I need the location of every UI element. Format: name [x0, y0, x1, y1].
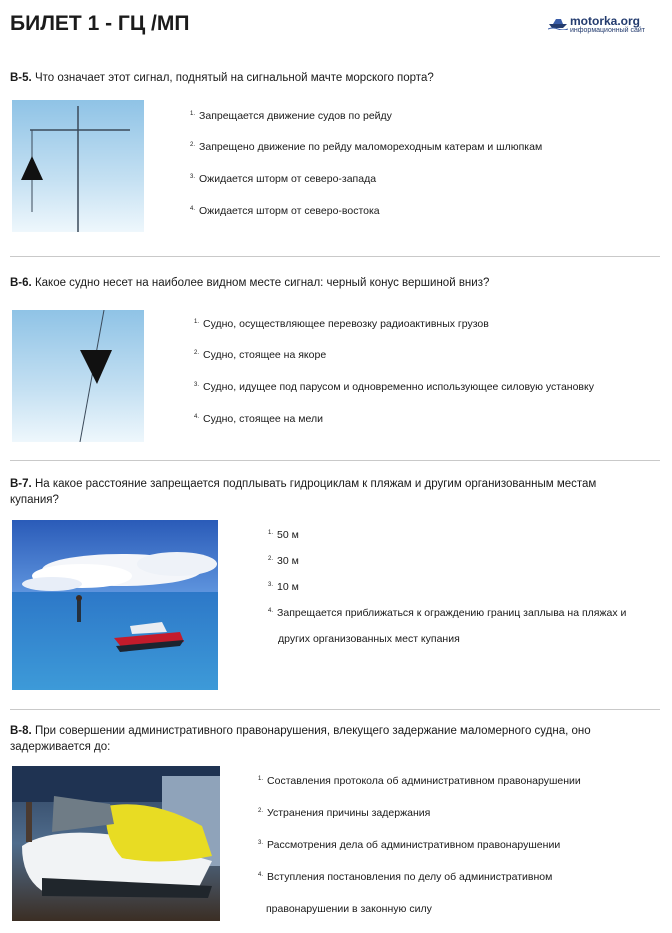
cone-point-down-icon [12, 310, 144, 442]
question-8 [10, 723, 640, 755]
answer-option-2[interactable]: $^{2.}$ Запрещено движение по рейду маломореходным катерам и шлюпкам [190, 141, 543, 153]
page-title: БИЛЕТ 1 - ГЦ /МП [10, 12, 190, 35]
answer-option-3[interactable]: $^{3.}$ 10 м [268, 581, 299, 593]
question-number: В-7. [10, 478, 32, 490]
answer-option-1[interactable]: $^{1.}$ Судно, осуществляющее перевозку радиоактивных грузов [194, 318, 489, 330]
question-text: Что означает этот сигнал, поднятый на сигнальной мачте морского порта? [34, 72, 434, 84]
yellow-jetski-photo [12, 766, 220, 921]
answer-option-1[interactable]: $^{1.}$ Запрещается движение судов по рейду [190, 110, 392, 122]
logo-brand: motorka.org [570, 14, 641, 28]
answer-option-4-cont[interactable]: других организованных мест купания [278, 633, 460, 645]
answer-option-4[interactable]: $^{4.}$ Ожидается шторм от северо-востока [190, 205, 380, 217]
signal-mast-triangle-up-icon [12, 100, 144, 232]
answer-option-2[interactable]: $^{2.}$ Устранения причины задержания [258, 807, 431, 819]
cone-signal-image [12, 310, 144, 442]
question-text: Какое судно несет на наиболее видном месте сигнал: черный конус вершиной вниз? [34, 277, 490, 289]
question-text-cont: купания? [10, 494, 59, 506]
jetski-at-sea-photo [12, 520, 218, 690]
question-number: В-6. [10, 277, 32, 289]
yellow-jetski-image [12, 766, 220, 921]
answer-option-3[interactable]: $^{3.}$ Ожидается шторм от северо-запада [190, 173, 377, 185]
jetski-sea-image [12, 520, 218, 690]
answer-option-2[interactable]: $^{2.}$ Судно, стоящее на якоре [194, 349, 327, 361]
section-divider [10, 460, 660, 461]
boat-logo-icon [548, 16, 568, 30]
question-text-cont: задерживается до: [10, 741, 111, 753]
logo-subtitle: информационный сайт [570, 27, 645, 34]
site-logo[interactable] [548, 14, 658, 38]
answer-option-2[interactable]: $^{2.}$ 30 м [268, 555, 299, 567]
section-divider [10, 256, 660, 257]
answer-option-4[interactable]: $^{4.}$ Запрещается приближаться к ограждению границ заплыва на пляжах и [268, 607, 627, 619]
answer-option-1[interactable]: $^{1.}$ 50 м [268, 529, 299, 541]
section-divider [10, 709, 660, 710]
answer-option-4-cont[interactable]: правонарушении в законную силу [266, 903, 432, 915]
question-text: При совершении административного правонарушения, влекущего задержание маломерного судна, оно [34, 725, 591, 737]
answer-option-3[interactable]: $^{3.}$ Рассмотрения дела об административном правонарушении [258, 839, 561, 851]
question-6 [10, 275, 640, 291]
answer-option-3[interactable]: $^{3.}$ Судно, идущее под парусом и одновременно использующее силовую установку [194, 381, 594, 393]
question-5 [10, 70, 640, 86]
answer-option-4[interactable]: $^{4.}$ Судно, стоящее на мели [194, 413, 323, 425]
question-text: На какое расстояние запрещается подплывать гидроциклам к пляжам и другим организованным местам [34, 478, 597, 490]
question-number: В-5. [10, 72, 32, 84]
question-number: В-8. [10, 725, 32, 737]
answer-option-4[interactable]: $^{4.}$ Вступления постановления по делу об административном [258, 871, 553, 883]
answer-option-1[interactable]: $^{1.}$ Составления протокола об административном правонарушении [258, 775, 581, 787]
signal-mast-image [12, 100, 144, 232]
question-7 [10, 476, 640, 508]
